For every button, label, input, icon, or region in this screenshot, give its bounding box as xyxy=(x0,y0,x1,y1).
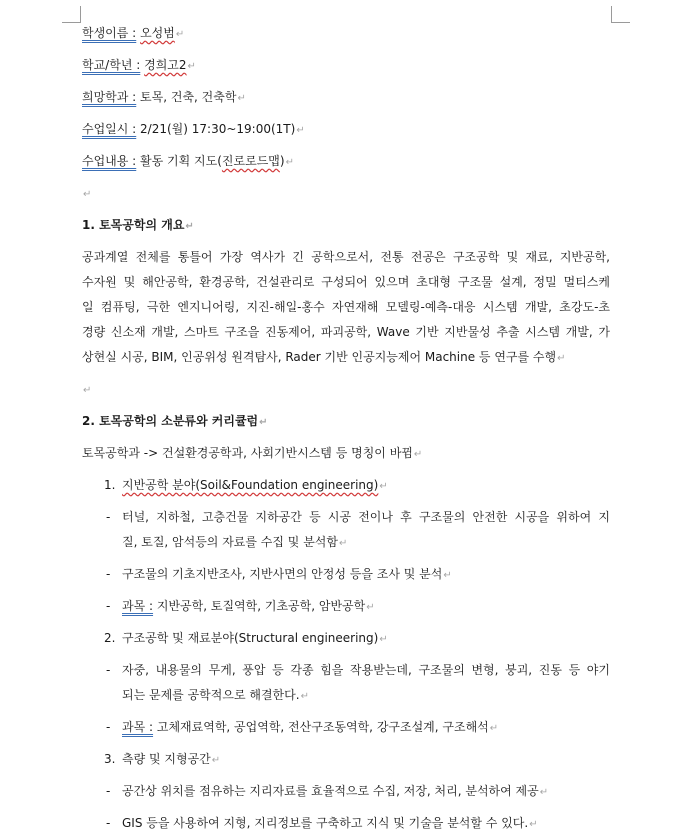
paragraph-mark: ↵ xyxy=(539,787,549,798)
paragraph-mark: ↵ xyxy=(557,353,566,364)
bullet-1-1 xyxy=(82,505,610,556)
bullet-3-2-text: GIS 등을 사용하여 지형, 지리정보를 구축하고 지식 및 기술을 분석할 수 있다. xyxy=(122,816,529,830)
section1-heading xyxy=(82,213,610,239)
section2-intro-text: 토목공학과 -> 건설환경공학과, 사회기반시스템 등 명칭이 바뀜 xyxy=(82,446,413,460)
student-name-value: 오성범 xyxy=(140,26,175,40)
student-name-line xyxy=(82,21,610,47)
bullet-2-1-line-1: 자중, 내용물의 무게, 풍압 등 각종 힘을 작용받는데, 구조물의 변형, 붕괴, 진동 등 야기 xyxy=(122,663,610,677)
bullet-dash: - xyxy=(106,663,111,677)
bullet-dash: - xyxy=(106,510,111,524)
section1-line-2-text: 수자원 및 해안공학, 환경공학, 건설관리로 구성되어 있으며 초대형 구조물 설계, 정밀 멀티스케 xyxy=(82,275,610,289)
bullet-dash: - xyxy=(106,720,111,734)
bullet-dash: - xyxy=(106,784,111,798)
courses-label: 과목 : xyxy=(122,720,154,734)
list-item-2 xyxy=(82,626,610,652)
content-value-c: ) xyxy=(279,154,285,168)
paragraph-mark: ↵ xyxy=(83,189,92,200)
paragraph-mark: ↵ xyxy=(259,417,268,428)
courses-text: 지반공학, 토질역학, 기초공학, 암반공학 xyxy=(153,599,366,613)
bullet-1-1-line-2-text: 질, 토질, 암석등의 자료를 수집 및 분석함 xyxy=(122,535,338,549)
list-item-3 xyxy=(82,747,610,773)
bullet-1-1-line-1: 터널, 지하철, 고층건물 지하공간 등 시공 전이나 후 구조물의 안전한 시공을 위하여 지 xyxy=(122,510,610,524)
paragraph-mark: ↵ xyxy=(339,538,348,549)
document-page xyxy=(82,21,610,837)
bullet-3-2 xyxy=(82,811,610,837)
courses-label: 과목 : xyxy=(122,599,154,613)
list-item-1 xyxy=(82,473,610,499)
list-item-3-text: 측량 및 지형공간 xyxy=(122,752,211,766)
date-line xyxy=(82,117,610,143)
bullet-1-courses xyxy=(82,594,610,620)
bullet-1-1-line-2 xyxy=(122,530,610,556)
list-item-2-text: 구조공학 및 재료분야(Structural engineering) xyxy=(122,631,379,645)
list-item-1-text: 지반공학 분야(Soil&Foundation engineering) xyxy=(122,478,379,492)
school-value: 경희고2 xyxy=(144,58,187,72)
paragraph-mark: ↵ xyxy=(413,449,423,460)
content-label: 수업내용 : xyxy=(82,154,137,168)
paragraph-mark: ↵ xyxy=(300,691,309,702)
bullet-2-courses xyxy=(82,715,610,741)
bullet-dash: - xyxy=(106,599,111,613)
bullet-dash: - xyxy=(106,816,111,830)
page-corner-marker-left xyxy=(62,6,81,23)
content-line xyxy=(82,149,610,175)
bullet-2-1-line-2-text: 되는 문제를 공학적으로 해결한다. xyxy=(122,688,300,702)
courses-text: 고체재료역학, 공업역학, 전산구조동역학, 강구조설계, 구조해석 xyxy=(153,720,489,734)
paragraph-mark: ↵ xyxy=(529,819,538,830)
paragraph-mark: ↵ xyxy=(366,602,375,613)
bullet-3-1 xyxy=(82,779,610,805)
list-number: 2. xyxy=(104,631,116,645)
paragraph-mark: ↵ xyxy=(296,125,305,136)
empty-paragraph xyxy=(82,181,610,207)
paragraph-mark: ↵ xyxy=(379,481,388,492)
bullet-2-1 xyxy=(82,658,610,709)
section1-line-1: 공과계열 전체를 통틀어 가장 역사가 긴 공학으로서, 전통 전공은 구조공학 및 재료, 지반공학, xyxy=(82,250,610,264)
section2-heading xyxy=(82,409,610,435)
paragraph-mark: ↵ xyxy=(175,29,185,40)
section1-line-5 xyxy=(82,345,610,371)
section1-line-3: 일 컴퓨팅, 극한 엔지니어링, 지진-해일-홍수 자연재해 모델링-예측-대응 시스템 개발, 초강도-초 xyxy=(82,300,610,314)
major-label: 희망학과 : xyxy=(82,90,137,104)
paragraph-mark: ↵ xyxy=(237,93,246,104)
bullet-2-1-line-2 xyxy=(122,683,610,709)
student-name-label: 학생이름 : xyxy=(82,26,137,40)
section2-intro xyxy=(82,441,610,467)
empty-paragraph xyxy=(82,377,610,403)
school-line xyxy=(82,53,610,79)
paragraph-mark: ↵ xyxy=(211,755,221,766)
paragraph-mark: ↵ xyxy=(187,61,196,72)
section2-heading-text: 2. 토목공학의 소분류와 커리큘럼 xyxy=(82,414,259,428)
bullet-3-1-text: 공간상 위치를 점유하는 지리자료를 효율적으로 수집, 저장, 처리, 분석하여 제공 xyxy=(122,784,539,798)
section1-line-5-text: 상현실 시공, BIM, 인공위성 원격탐사, Rader 기반 인공지능제어 Machine 등 연구를 수행 xyxy=(82,350,557,364)
section1-body xyxy=(82,245,610,371)
section1-line-4: 경량 신소재 개발, 스마트 구조을 진동제어, 파괴공학, Wave 기반 지반물성 추출 시스템 개발, 가 xyxy=(82,325,610,339)
paragraph-mark: ↵ xyxy=(83,385,92,396)
bullet-1-2 xyxy=(82,562,610,588)
major-value: 토목, 건축, 건축학 xyxy=(136,90,237,104)
content-value-a: 활동 기획 지도( xyxy=(136,154,222,168)
paragraph-mark: ↵ xyxy=(489,723,499,734)
bullet-dash: - xyxy=(106,567,111,581)
paragraph-mark: ↵ xyxy=(443,570,452,581)
date-value: 2/21(월) 17:30~19:00(1T) xyxy=(136,122,296,136)
list-number: 1. xyxy=(104,478,116,492)
major-line xyxy=(82,85,610,111)
section1-line-2 xyxy=(82,270,610,295)
paragraph-mark: ↵ xyxy=(285,157,294,168)
date-label: 수업일시 : xyxy=(82,122,137,136)
section1-heading-text: 1. 토목공학의 개요 xyxy=(82,218,185,232)
list-number: 3. xyxy=(104,752,116,766)
page-corner-marker-right xyxy=(611,6,630,23)
paragraph-mark: ↵ xyxy=(185,221,194,232)
paragraph-mark: ↵ xyxy=(379,634,388,645)
school-label: 학교/학년 : xyxy=(82,58,141,72)
bullet-1-2-text: 구조물의 기초지반조사, 지반사면의 안정성 등을 조사 및 분석 xyxy=(122,567,443,581)
content-value-b: 진로로드맵 xyxy=(221,154,280,168)
